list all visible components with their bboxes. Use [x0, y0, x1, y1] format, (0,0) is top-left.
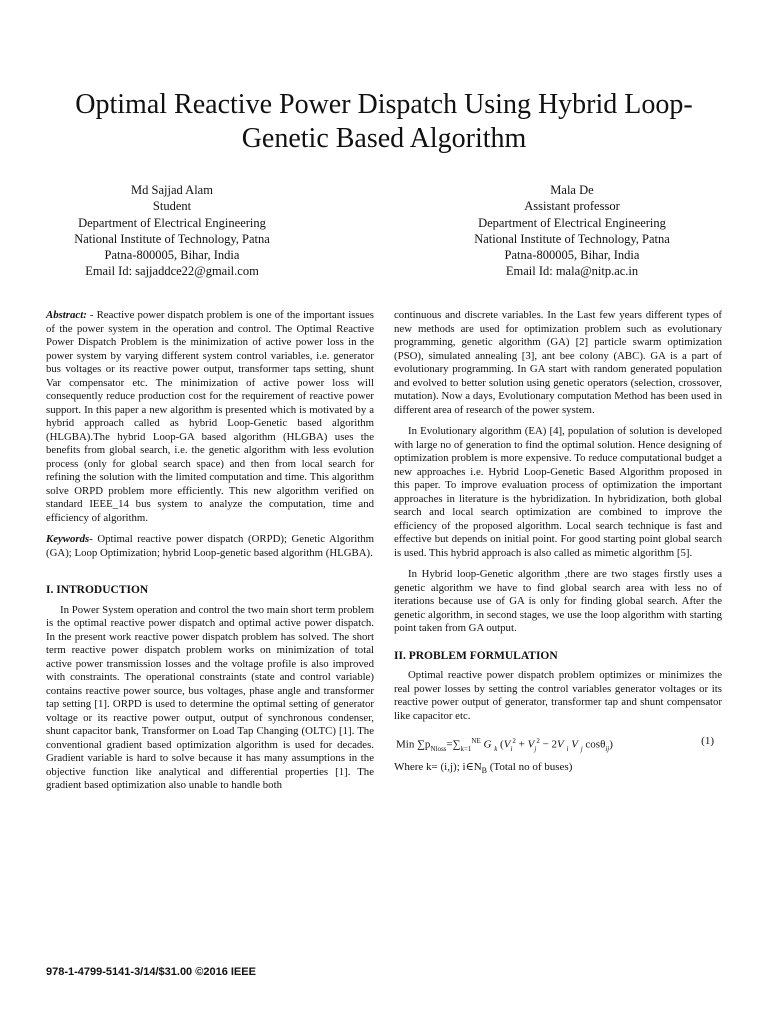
- equation-number: (1): [701, 735, 714, 747]
- abstract-label: Abstract:: [46, 309, 87, 321]
- left-column: [46, 309, 374, 793]
- keywords-text: Optimal reactive power dispatch (ORPD); Genetic Algorithm (GA); Loop Optimization; hybrid Loop-genetic based algorithm (HLGBA).: [46, 533, 374, 559]
- paper-title: Optimal Reactive Power Dispatch Using Hybrid Loop-Genetic Based Algorithm: [75, 89, 693, 154]
- copyright-footer: 978-1-4799-5141-3/14/$31.00 ©2016 IEEE: [46, 966, 256, 978]
- author-name: Mala De: [550, 183, 594, 197]
- author-department: Department of Electrical Engineering: [478, 215, 666, 230]
- author-block-1: [22, 182, 322, 280]
- author-institute: National Institute of Technology, Patna: [474, 231, 670, 246]
- author-department: Department of Electrical Engineering: [78, 215, 266, 230]
- body-paragraph: In Hybrid loop-Genetic algorithm ,there are two stages firstly uses a genetic algorithm we have to find global search area with less no of iterations because use of GA is only for finding global search. After the genetic algorithm, in second stages, we use the loop algorithm with starting point taken from GA output.: [394, 568, 722, 634]
- body-paragraph: Optimal reactive power dispatch problem optimizes or minimizes the real power losses by setting the control variables generator voltages or its reactive power output of generator, transformer tap and shunt compensator like capacitor etc.: [394, 669, 722, 722]
- abstract: [46, 309, 374, 525]
- author-email: Email Id: sajjaddce22@gmail.com: [85, 264, 259, 279]
- author-role: Student: [152, 199, 192, 214]
- author-email: Email Id: mala@nitp.ac.in: [505, 264, 639, 279]
- keywords: [46, 533, 374, 560]
- section-heading-problem-formulation: II. PROBLEM FORMULATION: [394, 649, 558, 662]
- author-name: Md Sajjad Alam: [131, 183, 213, 197]
- author-address: Patna-800005, Bihar, India: [104, 248, 240, 263]
- equation-1: [394, 733, 722, 753]
- author-block-2: [422, 182, 722, 280]
- author-address: Patna-800005, Bihar, India: [504, 248, 640, 263]
- abstract-text: - Reactive power dispatch problem is one of the important issues of the power system in the operation and control. The Optimal Reactive Power Dispatch Problem is the minimization of active power loss in the power system by varying different system control variables, i.e. generator bus voltages or its reactive power output, transformer taps setting, shunt Var compensator etc. The minimization of active power loss will consequently reduce production cost for the requirement of reactive power support. In this paper a new algorithm is presented which is motivated by a hybrid approach called as hybrid Loop-Genetic based algorithm (HLGBA).The hybrid Loop-GA based algorithm (HLGBA) uses the benefits from global search, i.e. the genetic algorithm with less evolution process (only for global search space) and then from local search for refining the solution with the limited computation and time. This algorithm solve ORPD problem more efficiently. This new algorithm verified on standard IEEE_14 bus system to analyze the computation, time and efficiency of algorithm.: [46, 309, 374, 524]
- section-heading-introduction: I. INTRODUCTION: [46, 584, 149, 596]
- right-column: [394, 309, 722, 778]
- author-institute: National Institute of Technology, Patna: [74, 231, 270, 246]
- body-paragraph: continuous and discrete variables. In the Last few years different types of new methods are used for optimization problem such as evolutionary programming, genetic algorithm (GA) [2] particle swarm optimization (PSO), simulated annealing [3], ant bee colony (ABC). GA is a part of evolutionary programming. In GA start with random generated population and evolved to better solution using genetic operators (selection, crossover, mutation). Now a days, Evolutionary computation Method has been used in different area of research of the power system.: [394, 309, 722, 416]
- equation-expression: Min $\sum p_{Nloss}=\sum_{k=1}^{NE}$ G $_k$ ($V_i^2 + V_j^2 - 2V$ $_i$ V $_j$ cosθ$_{ij}$): [396, 737, 613, 753]
- body-paragraph: In Evolutionary algorithm (EA) [4], population of solution is developed with large no of generation to find the optimal solution. Hence designing of optimization problem is more expensive. To reduce computational budget a new approaches i.e. Hybrid Loop-Genetic Based Algorithm proposed in this paper. To improve evaluation process of optimization the important approaches in literature is the hybridization. In hybridization, both global search and local search optimization are combined to improve the efficiency of the proposed algorithm. Local search technique is fast and effective but depends on initial point. For good starting point global search is used. This hybrid approach is also called as mimetic algorithm [5].: [394, 425, 722, 559]
- intro-paragraph: In Power System operation and control the two main short term problem is the optimal reactive power dispatch and optimal active power dispatch. In the present work reactive power dispatch problem has solved. The short term reactive power dispatch problem works on minimization of total active power transmission losses and the voltage profile is also improved with constraints. The operational constraints (state and control variable) contains reactive power source, bus voltages, phase angle and transformer tap setting [1]. ORPD is used to determine the optimal setting of generator voltage or its reactive power output, output of synchronous condenser, shunt capacitor bank, Transformer on Load Tap Changing (OLTC) [1]. The conventional gradient based optimization algorithm is used for decades. Gradient variable is hard to solve because it has many assumptions in the objective function like analytical and differential properties [1]. The gradient based optimization also unable to handle both: [46, 603, 374, 791]
- author-role: Assistant professor: [524, 199, 620, 214]
- keywords-label: Keywords-: [46, 533, 93, 545]
- equation-where-clause: Where k= (i,j); $i\in N_B$ (Total no of buses): [394, 761, 573, 776]
